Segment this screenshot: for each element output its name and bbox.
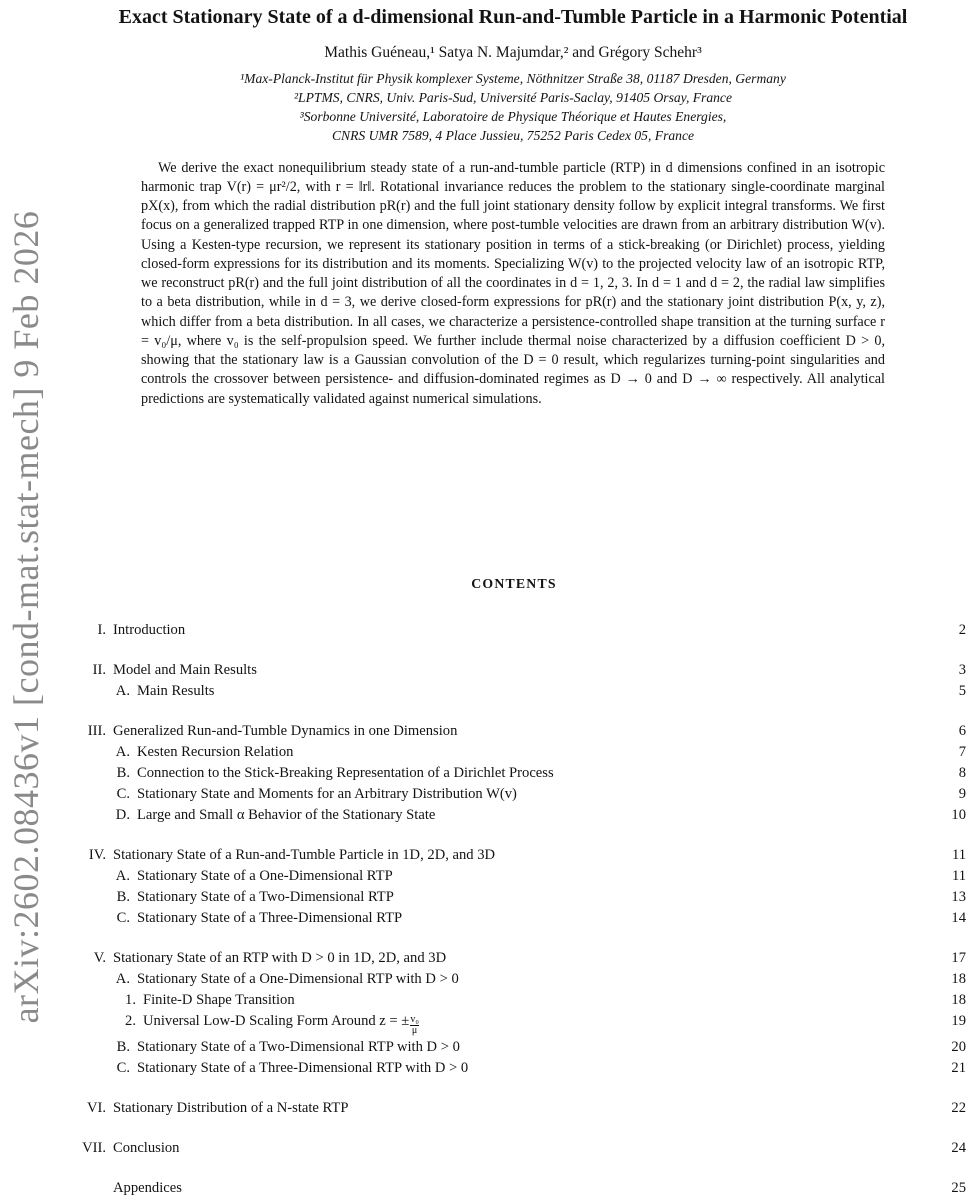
- affiliation-line: ²LPTMS, CNRS, Univ. Paris-Sud, Université Paris-Saclay, 91405 Orsay, France: [293, 89, 733, 105]
- toc-label: Main Results: [137, 683, 215, 699]
- toc-label: Kesten Recursion Relation: [137, 744, 294, 760]
- toc-label: Connection to the Stick-Breaking Representation of a Dirichlet Process: [137, 765, 554, 781]
- toc-label: Stationary Distribution of a N-state RTP: [113, 1099, 349, 1116]
- toc-page-number: 7: [958, 744, 966, 760]
- toc-row-three-dimensional-rtp[interactable]: [62, 908, 966, 929]
- toc-row-rtp-with-d-positive[interactable]: [62, 948, 966, 969]
- toc-page-number: 24: [951, 1139, 966, 1156]
- toc-page-number: 3: [958, 662, 966, 678]
- toc-number: B.: [116, 765, 130, 781]
- abstract-text: We derive the exact nonequilibrium steady state of a run-and-tumble particle (RTP) in d dimensions confined in an isotropic harmonic trap V(r) = μr²/2, with r = ‖r‖. Rotational invariance reduces the problem to the stationary single-coordinate marginal pX(x), from which the radial distribution pR(r) and the full joint stationary density follow by explicit integral transforms. We first focus on a generalized trapped RTP in one dimension, where post-tumble velocities are drawn from an arbitrary distribution W(v). Using a Kesten-type recursion, we represent its stationary position in terms of a stick-breaking (or Dirichlet) process, yielding closed-form expressions for its distribution and its moments. Specializing W(v) to the projected velocity law of an isotropic RTP, we reconstruct pR(r) and the full joint distribution of all the coordinates in d = 1, 2, 3. In d = 1 and d = 2, the radial law simplifies to a beta distribution, while in d = 3, we derive closed-form expressions for pR(r) and the stationary joint distribution P(x, y, z), which differ from a beta distribution. In all cases, we characterize a persistence-controlled shape transition at the turning surface r = v₀/μ, where v₀ is the self-propulsion speed. We further include thermal noise characterized by a diffusion coefficient D > 0, showing that the stationary law is a Gaussian convolution of the D = 0 result, which regularizes turning-point singularities and controls the crossover between persistence- and diffusion-dominated regimes as D → 0 and D → ∞ respectively. All analytical predictions are systematically validated against numerical simulations.: [141, 159, 885, 407]
- toc-row-2d-rtp-with-d[interactable]: [62, 1037, 966, 1058]
- toc-number: A.: [115, 868, 130, 884]
- toc-label: Finite-D Shape Transition: [143, 992, 295, 1008]
- toc-row-3d-rtp-with-d[interactable]: [62, 1058, 966, 1079]
- toc-number: 2.: [125, 1013, 136, 1029]
- toc-row-stationary-state-1d2d3d[interactable]: [62, 845, 966, 866]
- toc-row-generalized-rtp-dynamics[interactable]: [62, 721, 966, 742]
- toc-page-number: 9: [958, 786, 966, 802]
- toc-row-two-dimensional-rtp[interactable]: [62, 887, 966, 908]
- toc-row-finite-d-shape-transition[interactable]: [62, 990, 966, 1011]
- toc-number: C.: [116, 1059, 130, 1076]
- toc-number: C.: [116, 910, 130, 926]
- affiliation-line: ¹Max-Planck-Institut für Physik komplexer Systeme, Nöthnitzer Straße 38, 01187 Dresden, Germany: [240, 70, 786, 86]
- toc-page-number: 13: [951, 889, 966, 905]
- toc-page-number: 2: [958, 622, 966, 638]
- toc-label: Large and Small α Behavior of the Stationary State: [137, 807, 436, 823]
- toc-page-number: 6: [958, 723, 966, 739]
- toc-page-number: 5: [958, 683, 966, 699]
- toc-page-number: 14: [951, 910, 966, 926]
- toc-number: V.: [93, 950, 106, 966]
- affiliation-line: ³Sorbonne Université, Laboratoire de Physique Théorique et Hautes Energies,: [299, 109, 727, 125]
- toc-label-prefix: Universal Low-D Scaling Form Around z = ±: [143, 1013, 410, 1029]
- toc-row-one-dimensional-rtp[interactable]: [62, 866, 966, 887]
- toc-label: Generalized Run-and-Tumble Dynamics in one Dimension: [113, 723, 458, 739]
- toc-page-number: 11: [951, 868, 966, 884]
- fraction: [410, 1015, 419, 1037]
- contents-section: [62, 576, 966, 1199]
- toc-row-1d-rtp-with-d[interactable]: [62, 969, 966, 990]
- fraction-denominator: μ: [411, 1025, 418, 1036]
- toc-label: Introduction: [113, 622, 186, 638]
- toc-page-number: 20: [951, 1038, 966, 1055]
- toc-number: 1.: [125, 992, 136, 1008]
- toc-label: [143, 1011, 938, 1037]
- toc-page-number: 10: [951, 807, 966, 823]
- arxiv-id-text: arXiv:2602.08436v1 [cond-mat.stat-mech] 9 Feb 2026: [6, 210, 46, 1024]
- toc-row-universal-low-d-scaling[interactable]: [62, 1011, 966, 1037]
- paper-title: Exact Stationary State of a d-dimensional Run-and-Tumble Particle in a Harmonic Potential: [118, 6, 908, 28]
- toc-number: A.: [115, 683, 130, 699]
- toc-number: B.: [116, 889, 130, 905]
- toc-label: Stationary State of an RTP with D > 0 in 1D, 2D, and 3D: [113, 950, 447, 966]
- toc-number: D.: [115, 807, 130, 823]
- toc-label: Model and Main Results: [113, 662, 257, 678]
- toc-label: Appendices: [113, 1179, 182, 1196]
- toc-label: Stationary State and Moments for an Arbitrary Distribution W(v): [137, 786, 517, 802]
- toc-label: Stationary State of a Three-Dimensional RTP: [137, 910, 403, 926]
- toc-page-number: 25: [951, 1179, 966, 1196]
- fraction-numerator: v₀: [410, 1013, 419, 1025]
- toc-number: C.: [116, 786, 130, 802]
- toc-row-conclusion[interactable]: [62, 1138, 966, 1159]
- toc-row-n-state-rtp[interactable]: [62, 1098, 966, 1119]
- paper-header: [62, 0, 964, 409]
- toc-number: III.: [87, 723, 106, 739]
- toc-number: A.: [115, 971, 130, 987]
- author-line: Mathis Guéneau,¹ Satya N. Majumdar,² and Grégory Schehr³: [324, 43, 702, 61]
- toc-page-number: 18: [951, 992, 966, 1008]
- toc-row-stick-breaking[interactable]: [62, 763, 966, 784]
- toc-row-stationary-state-moments[interactable]: [62, 784, 966, 805]
- table-of-contents: [62, 620, 966, 1199]
- toc-number: VII.: [82, 1139, 106, 1156]
- toc-page-number: 22: [951, 1099, 966, 1116]
- toc-page-number: 11: [951, 847, 966, 863]
- toc-number: B.: [116, 1038, 130, 1055]
- toc-label: Stationary State of a One-Dimensional RTP with D > 0: [137, 971, 459, 987]
- toc-label: Stationary State of a Three-Dimensional RTP with D > 0: [137, 1059, 469, 1076]
- toc-page-number: 17: [951, 950, 966, 966]
- toc-label: Stationary State of a Two-Dimensional RTP: [137, 889, 394, 905]
- toc-row-kesten-recursion[interactable]: [62, 742, 966, 763]
- toc-row-introduction[interactable]: [62, 620, 966, 641]
- affiliations-block: [62, 69, 964, 146]
- toc-number: IV.: [88, 847, 106, 863]
- toc-label: Stationary State of a One-Dimensional RTP: [137, 868, 393, 884]
- toc-page-number: 21: [951, 1059, 966, 1076]
- toc-row-main-results[interactable]: [62, 681, 966, 702]
- contents-heading: CONTENTS: [471, 576, 557, 591]
- toc-page-number: 8: [958, 765, 966, 781]
- toc-label: Stationary State of a Run-and-Tumble Particle in 1D, 2D, and 3D: [113, 847, 496, 863]
- toc-page-number: 18: [951, 971, 966, 987]
- toc-row-alpha-behavior[interactable]: [62, 805, 966, 826]
- toc-label: Conclusion: [113, 1139, 180, 1156]
- toc-label: Stationary State of a Two-Dimensional RTP with D > 0: [137, 1038, 460, 1055]
- toc-page-number: 19: [951, 1013, 966, 1029]
- toc-number: I.: [97, 622, 106, 638]
- toc-number: II.: [92, 662, 106, 678]
- toc-row-appendices[interactable]: [62, 1178, 966, 1199]
- toc-row-model-and-main-results[interactable]: [62, 660, 966, 681]
- toc-number: A.: [115, 744, 130, 760]
- toc-number: VI.: [86, 1099, 106, 1116]
- affiliation-line: CNRS UMR 7589, 4 Place Jussieu, 75252 Paris Cedex 05, France: [331, 128, 695, 144]
